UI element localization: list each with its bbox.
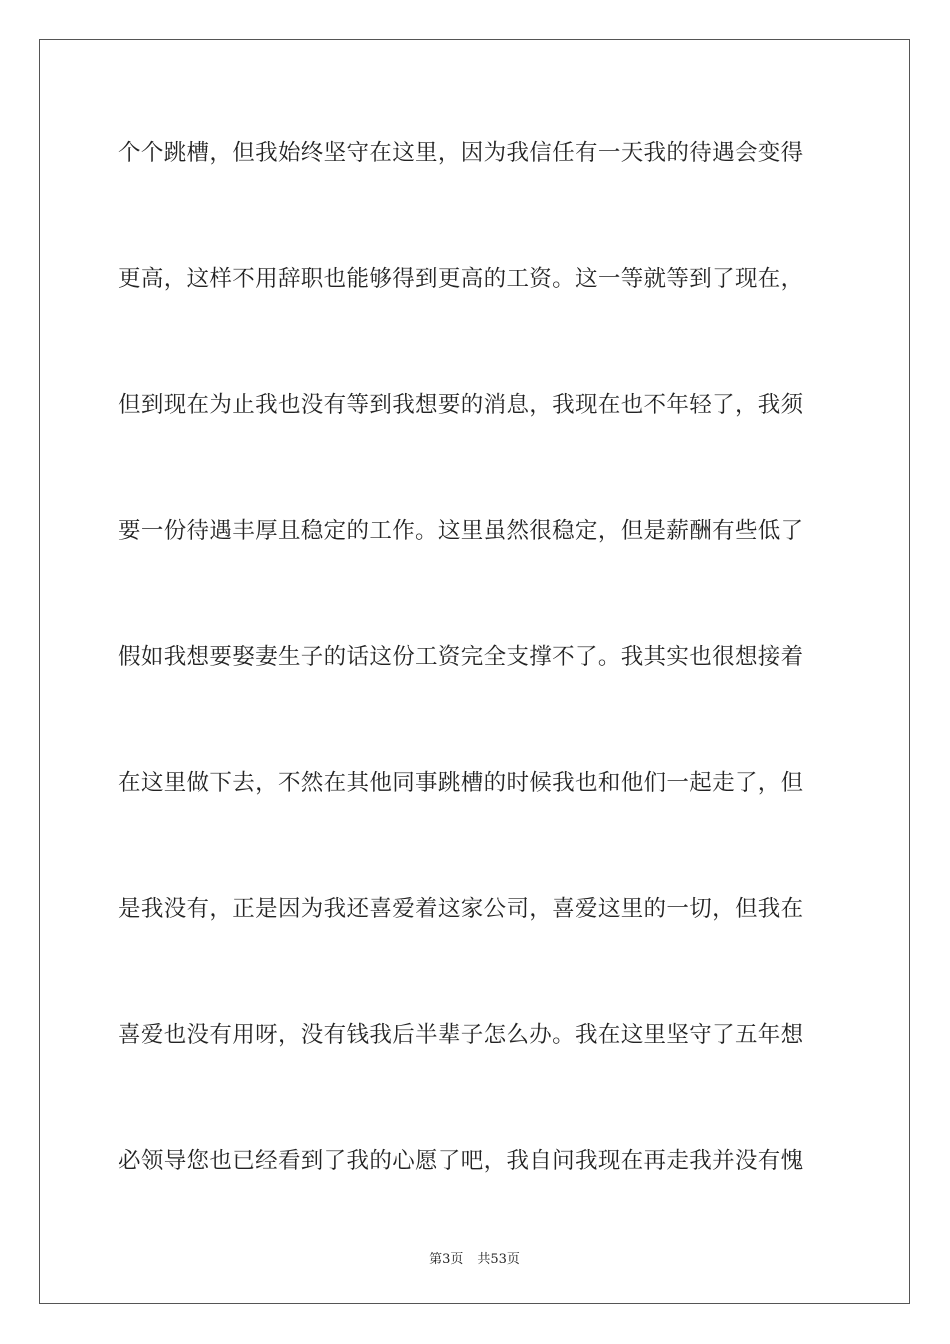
text-line: 在这里做下去，不然在其他同事跳槽的时候我也和他们一起走了，但	[118, 770, 804, 796]
text-line: 但到现在为止我也没有等到我想要的消息，我现在也不年轻了，我须	[118, 392, 804, 418]
text-line: 个个跳槽，但我始终坚守在这里，因为我信任有一天我的待遇会变得	[118, 140, 804, 166]
text-line: 更高，这样不用辞职也能够得到更高的工资。这一等就等到了现在，	[118, 266, 804, 292]
current-page-number: 第3页	[429, 1252, 464, 1267]
body-text	[118, 136, 838, 1270]
text-line: 要一份待遇丰厚且稳定的工作。这里虽然很稳定，但是薪酬有些低了	[118, 518, 804, 544]
text-line: 必领导您也已经看到了我的心愿了吧，我自问我现在再走我并没有愧	[118, 1148, 804, 1174]
text-line: 假如我想要娶妻生子的话这份工资完全支撑不了。我其实也很想接着	[118, 644, 804, 670]
page-footer	[40, 1248, 909, 1267]
total-pages: 共53页	[477, 1252, 520, 1267]
document-page	[39, 39, 910, 1304]
text-line: 是我没有，正是因为我还喜爱着这家公司，喜爱这里的一切，但我在	[118, 896, 804, 922]
text-line: 喜爱也没有用呀，没有钱我后半辈子怎么办。我在这里坚守了五年想	[118, 1022, 804, 1048]
